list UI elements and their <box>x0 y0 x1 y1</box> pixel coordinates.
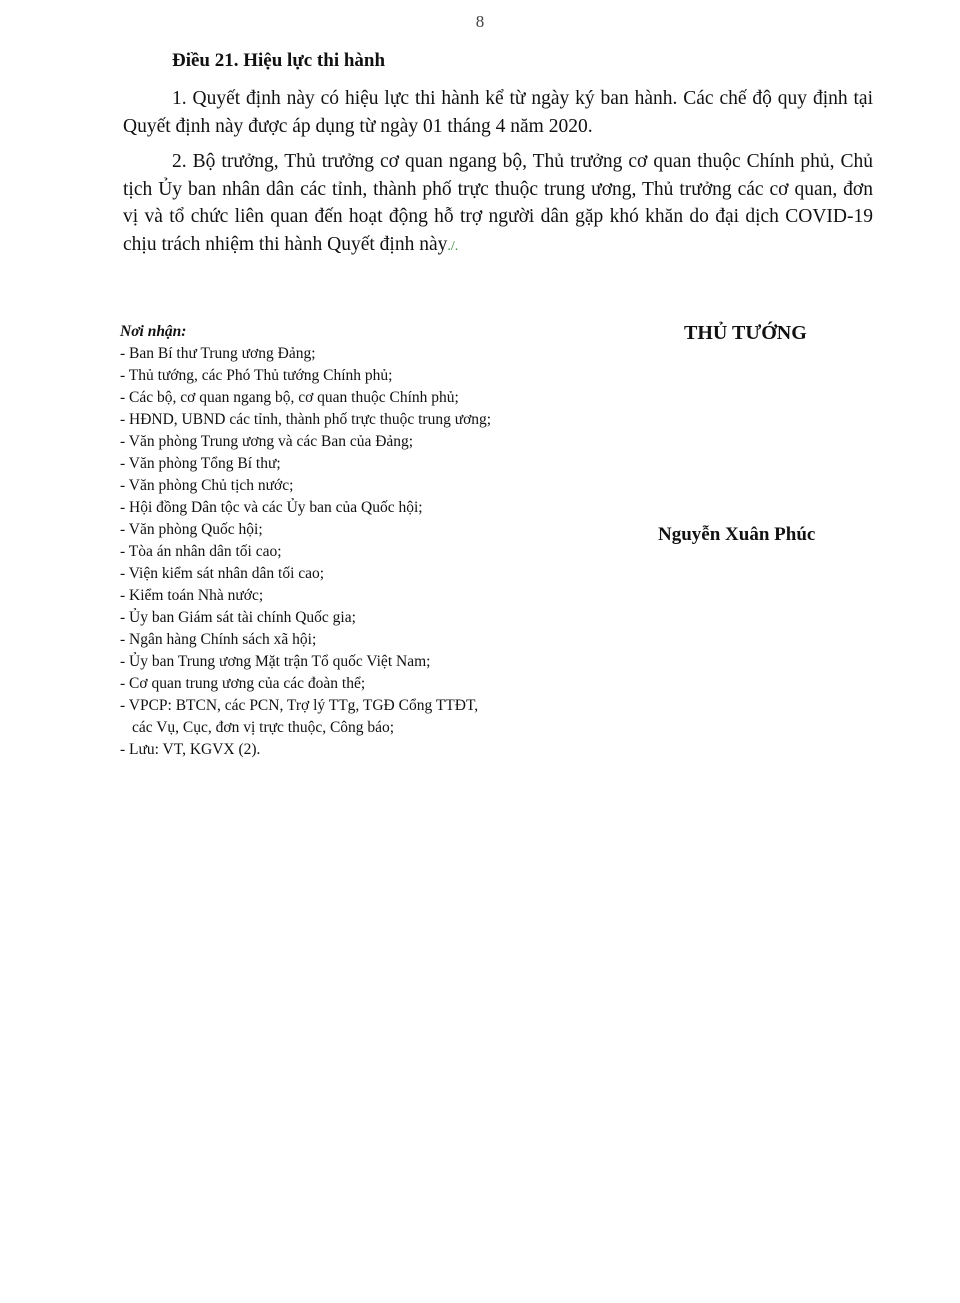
recipient-item: - Văn phòng Chủ tịch nước; <box>120 477 294 494</box>
recipient-item: - Kiểm toán Nhà nước; <box>120 587 264 604</box>
paragraph-1-text: 1. Quyết định này có hiệu lực thi hành kể từ ngày ký ban hành. Các chế độ quy định tại Quyết định này được áp dụng từ ngày 01 tháng 4 năm 2020. <box>123 88 873 137</box>
recipient-continuation-text: các Vụ, Cục, đơn vị trực thuộc, Công báo; <box>132 719 395 736</box>
recipient-item: - Cơ quan trung ương của các đoàn thể; <box>120 675 366 692</box>
recipient-item: - Tòa án nhân dân tối cao; <box>120 543 282 560</box>
page-number: 8 <box>475 12 485 31</box>
recipients-list <box>120 343 491 761</box>
recipient-item: - Văn phòng Quốc hội; <box>120 521 263 538</box>
recipient-item: - Văn phòng Trung ương và các Ban của Đảng; <box>120 433 414 450</box>
recipient-item: - Lưu: VT, KGVX (2). <box>120 741 261 758</box>
recipient-item: - Các bộ, cơ quan ngang bộ, cơ quan thuộc Chính phủ; <box>120 389 459 406</box>
recipient-item: - VPCP: BTCN, các PCN, Trợ lý TTg, TGĐ Cổng TTĐT, <box>120 697 479 714</box>
recipient-item: - Ban Bí thư Trung ương Đảng; <box>120 345 316 362</box>
signer-title: THỦ TƯỚNG <box>684 322 807 344</box>
recipient-item-continuation <box>120 717 491 739</box>
article-title: Điều 21. Hiệu lực thi hành <box>172 50 386 71</box>
recipient-item: - Thủ tướng, các Phó Thủ tướng Chính phủ; <box>120 367 393 384</box>
signer-name: Nguyễn Xuân Phúc <box>658 524 816 545</box>
recipient-item: - Viện kiểm sát nhân dân tối cao; <box>120 565 325 582</box>
recipient-item: - Ngân hàng Chính sách xã hội; <box>120 631 317 648</box>
recipients-heading: Nơi nhận: <box>120 323 187 340</box>
recipient-item: - HĐND, UBND các tỉnh, thành phố trực thuộc trung ương; <box>120 411 492 428</box>
recipient-item: - Văn phòng Tổng Bí thư; <box>120 455 281 472</box>
recipients-block <box>120 321 491 761</box>
recipient-item: - Ủy ban Giám sát tài chính Quốc gia; <box>120 609 356 626</box>
paragraph-2-text: 2. Bộ trưởng, Thủ trưởng cơ quan ngang bộ, Thủ trưởng cơ quan thuộc Chính phủ, Chủ tịch Ủy ban nhân dân các tỉnh, thành phố trực thuộc trung ương, Thủ trưởng các cơ quan, đơn vị và tổ chức liên quan đến hoạt động hỗ trợ người dân gặp khó khăn do đại dịch COVID-19 chịu trách nhiệm thi hành Quyết định này <box>123 151 873 255</box>
paragraph-1 <box>123 85 873 140</box>
paragraph-end-mark: ./. <box>447 238 459 254</box>
recipient-item: - Ủy ban Trung ương Mặt trận Tổ quốc Việt Nam; <box>120 653 431 670</box>
recipient-item: - Hội đồng Dân tộc và các Ủy ban của Quốc hội; <box>120 499 423 516</box>
paragraph-2 <box>123 148 873 260</box>
